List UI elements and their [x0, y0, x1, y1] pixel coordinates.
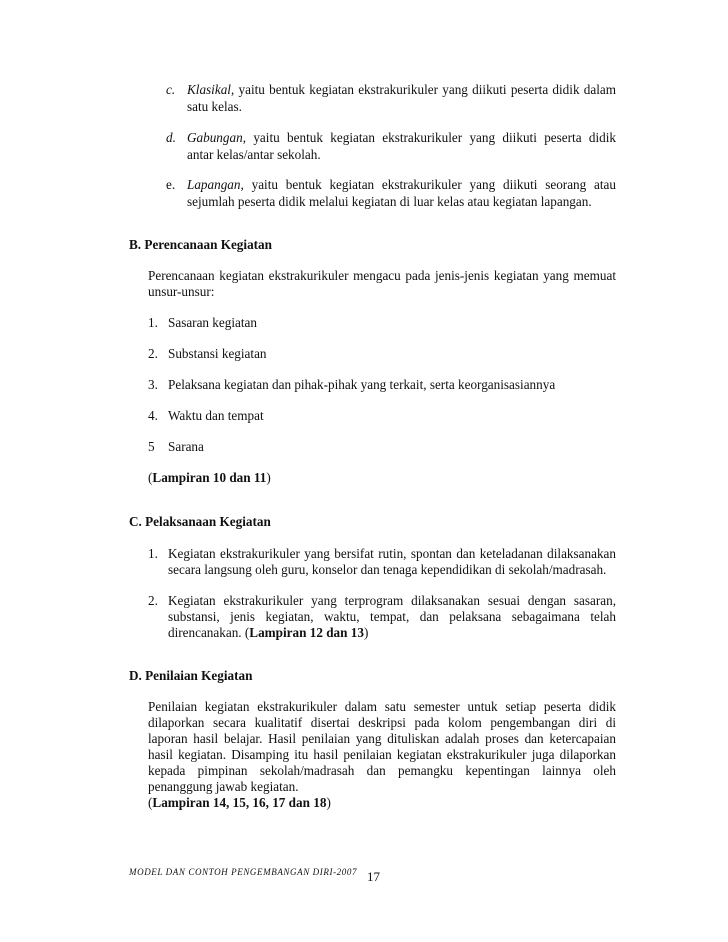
footer-title: MODEL DAN CONTOH PENGEMBANGAN DIRI-2007: [129, 867, 358, 877]
section-b-item-text: Pelaksana kegiatan dan pihak-pihak yang terkait, serta keorganisasiannya: [168, 377, 556, 392]
section-c-item-num: 2.: [148, 593, 158, 608]
section-d-line: Penilaian kegiatan ekstrakurikuler dalam satu semester untuk setiap peserta didik: [148, 699, 616, 714]
section-c-item1-line1: Kegiatan ekstrakurikuler yang bersifat rutin, spontan dan keteladanan dilaksanakan: [168, 546, 616, 561]
section-c-item2-line3: direncanakan. (Lampiran 12 dan 13): [168, 625, 369, 640]
section-b-intro-line2: unsur-unsur:: [148, 284, 215, 299]
list-item-e-line1: Lapangan, yaitu bentuk kegiatan ekstrakurikuler yang diikuti seorang atau: [187, 177, 617, 192]
section-b-item-num: 5: [148, 439, 155, 454]
section-b-reference: (Lampiran 10 dan 11): [148, 470, 271, 485]
list-marker-d: d.: [166, 130, 176, 145]
page-number: 17: [367, 869, 380, 884]
section-d-line: dilaporkan secara kualitatif disertai deskripsi pada kolom pengembangan diri di: [148, 715, 616, 730]
list-item-d-line1: Gabungan, yaitu bentuk kegiatan ekstrakurikuler yang diikuti peserta didik: [187, 130, 616, 145]
section-c-item2-line1: Kegiatan ekstrakurikuler yang terprogram dilaksanakan sesuai dengan sasaran,: [168, 593, 616, 608]
section-b-item-text: Waktu dan tempat: [168, 408, 264, 423]
section-d-reference: (Lampiran 14, 15, 16, 17 dan 18): [148, 795, 331, 810]
list-item-c-line2: satu kelas.: [187, 99, 242, 114]
section-c-heading: C. Pelaksanaan Kegiatan: [129, 514, 271, 529]
section-d-line: kepada pimpinan sekolah/madrasah dan pemangku kepentingan lainnya oleh: [148, 763, 616, 778]
section-c-item-num: 1.: [148, 546, 158, 561]
section-d-line: laporan hasil belajar. Hasil penilaian yang dituliskan adalah proses dan ketercapaian: [148, 731, 616, 746]
list-item-e-line2: sejumlah peserta didik melalui kegiatan di luar kelas atau kegiatan lapangan.: [187, 194, 592, 209]
section-c-item2-line2: substansi, jenis kegiatan, waktu, tempat, dan pelaksana sebagaimana telah: [168, 609, 616, 624]
section-b-item-text: Sasaran kegiatan: [168, 315, 257, 330]
list-marker-e: e.: [166, 177, 176, 192]
list-item-d-line2: antar kelas/antar sekolah.: [187, 147, 321, 162]
section-d-line: hasil kegiatan. Disamping itu hasil penilaian kegiatan ekstrakurikuler juga dilaporkan: [148, 747, 616, 762]
section-b-item-num: 1.: [148, 315, 158, 330]
section-c-item1-line2: secara langsung oleh guru, konselor dan tenaga kependidikan di sekolah/madrasah.: [168, 562, 607, 577]
section-b-intro-line1: Perencanaan kegiatan ekstrakurikuler mengacu pada jenis-jenis kegiatan yang memuat: [148, 268, 616, 283]
section-b-item-num: 2.: [148, 346, 158, 361]
section-d-heading: D. Penilaian Kegiatan: [129, 668, 253, 683]
section-d-line: penanggung jawab kegiatan.: [148, 779, 299, 794]
list-item-c-line1: Klasikal, yaitu bentuk kegiatan ekstrakurikuler yang diikuti peserta didik dalam: [187, 82, 617, 97]
section-b-item-text: Substansi kegiatan: [168, 346, 267, 361]
section-b-item-text: Sarana: [168, 439, 204, 454]
section-b-item-num: 4.: [148, 408, 158, 423]
section-b-item-num: 3.: [148, 377, 158, 392]
list-marker-c: c.: [166, 82, 176, 97]
section-b-heading: B. Perencanaan Kegiatan: [129, 237, 272, 252]
